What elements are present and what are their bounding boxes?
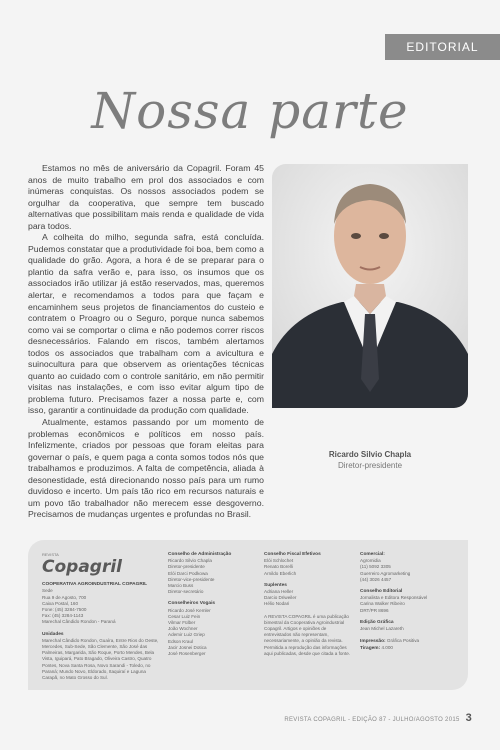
page-footer — [284, 712, 472, 724]
suplentes-line: Hélio Nodari — [264, 601, 290, 607]
editorial-line: DRT/PR 8696 — [360, 607, 389, 613]
comercial-heading: Comercial: — [360, 552, 385, 557]
suplentes-heading: Suplentes — [264, 582, 287, 588]
admin-line: Diretor-presidente — [168, 564, 205, 570]
copagril-logo: Copagril — [42, 557, 123, 578]
editorial-line: Carina Walker Ribeiro — [360, 601, 405, 607]
admin-line: Ricardo Silvio Chapla — [168, 558, 212, 564]
editorial-body — [28, 163, 264, 521]
vogais-line: Ademir Luiz Griep — [168, 632, 205, 638]
admin-heading: Conselho de Administração — [168, 552, 232, 557]
editorial-line: Jornalista e Editora Responsável — [360, 595, 428, 601]
comercial-line: (44) 3026 4457 — [360, 576, 392, 582]
masthead-col-fiscal — [264, 552, 352, 657]
page-number: 3 — [465, 712, 472, 724]
unidades-heading: Unidades — [42, 631, 64, 637]
tiragem-line — [360, 645, 456, 652]
section-tag: EDITORIAL — [385, 34, 500, 60]
admin-line: Marcio Buss — [168, 583, 194, 589]
suplentes-line: Darcio Driweiler — [264, 595, 297, 601]
vogais-line: Ricardo José Kemler — [168, 607, 211, 613]
vogais-line: Cesar Luiz Fein — [168, 613, 201, 619]
masthead-box — [28, 540, 468, 690]
vogais-line: Jacir Josnei Dotica — [168, 644, 207, 650]
vogais-line: João Wochner — [168, 626, 198, 632]
photo-caption — [272, 450, 468, 470]
comercial-line: Agromidia — [360, 558, 381, 564]
logo-small-text: REVISTA — [42, 552, 59, 557]
suplentes-line: Adriana Heller — [264, 589, 294, 595]
tiragem-value: 4.000 — [381, 645, 393, 651]
org-line: Fone: (45) 3284-7500 — [42, 607, 87, 613]
unidades-text: Marechal Cândido Rondon, Guaíra, Entre Rios do Oeste, Mercedes, Sub-Sede, São Clemente, São José das Palmeiras, Margarida, São Roque, Porto Mendes, Bela Vista, Iguipará, Pato Bragado, Oliveira Castro, Quatro Pontes, Nova Santa Rosa, Novo Sarandi - Toledo, no Paraná; Mundo Novo, Eldorado, Itaquiraí e Laguna Carapã, no Mato Grosso do Sul. — [42, 637, 159, 681]
vogais-heading: Conselheiros Vogais — [168, 601, 216, 607]
edicao-line: Jean Michel Lazareth — [360, 626, 404, 632]
vogais-line: Vilmar Fülber — [168, 620, 196, 626]
edicao-heading: Edição Gráfica — [360, 619, 394, 625]
admin-line: Elói Darci Podkowa — [168, 570, 208, 576]
org-line: Fax: (45) 3284-1143 — [42, 613, 84, 619]
fiscal-heading: Conselho Fiscal Efetivos — [264, 552, 321, 557]
caption-name: Ricardo Silvio Chapla — [328, 450, 412, 459]
org-line: Caixa Postal, 160 — [42, 600, 79, 606]
vogais-line: Edson Kraul — [168, 638, 194, 644]
caption-role: Diretor-presidente — [337, 461, 403, 470]
issue-info: REVISTA COPAGRIL - EDIÇÃO 87 - JULHO/AGOSTO 2015 — [284, 717, 460, 723]
admin-line: Diretor-secretário — [168, 589, 204, 595]
portrait-photo — [272, 164, 468, 408]
revista-note: A REVISTA COPAGRIL é uma publicação bimestral da Cooperativa Agroindustrial Copagril. Artigos e opiniões de entrevistados não representam, necessariamente, a opinião da revista. Permitida a reprodução das informações aqui publicadas, desde que citada a fonte. — [264, 613, 351, 656]
admin-line: Diretor-vice-presidente — [168, 576, 215, 582]
impressao-line — [360, 638, 456, 645]
paragraph-3: Atualmente, estamos passando por um momento de problemas econômicos e políticos em nosso país. Infelizmente, criados por pessoas que foram eleitas para governar o país, e quem paga a conta somos todos nós que trabalhamos e produzimos. A falta de competência, aliada à desonestidade, está direcionando nosso país para um rumo duvidoso e incerto. Um país tão rico em recursos naturais e um povo tão trabalhador não merecem esse desgoverno. Precisamos de mudanças urgentes e profundas no Brasil. — [28, 417, 264, 520]
impressao-label: Impressão: — [360, 639, 386, 645]
fiscal-line: Arnildo Eberlich — [264, 570, 297, 576]
fiscal-line: Elói Schlochet — [264, 558, 294, 564]
tiragem-label: Tiragem: — [360, 646, 381, 652]
comercial-line: (11) 5092 3305 — [360, 564, 391, 570]
vogais-line: José Rosenberger — [168, 651, 206, 657]
masthead-col-comercial — [360, 552, 456, 653]
paragraph-2: A colheita do milho, segunda safra, está concluída. Pudemos constatar que a produtividade foi boa, bem como a qualidade do grão. Agora, a hora é de se preparar para o plantio da safra verão e, para isso, os insumos que os associados irão utilizar já estão reservados, mas, queremos alertar, e recomendamos a todos para que façam e encaminhem seus projetos de financiamentos do custeio e contratem o Proagro ou o Seguro, porque nunca sabemos como vai se comportar o clima e não podemos correr riscos desnecessários. Falando em riscos, também alertamos todos os associados que trabalham com a avicultura e suinocultura para que observem as orientações técnicas quanto ao cuidado com o controle sanitário, em não permitir visitas nas instalações, e com isso evitar algum tipo de problema futuro. Precisamos fazer a nossa parte e, com isso, garantir a continuidade da produção com qualidade. — [28, 232, 264, 416]
fiscal-line: Renato Borelli — [264, 564, 293, 570]
org-line: Sede — [42, 588, 53, 594]
org-line: Rua 9 de Agosto, 700 — [42, 594, 87, 600]
masthead-col-org — [42, 552, 160, 681]
impressao-value: Gráfica Positiva — [386, 638, 420, 644]
org-line: Marechal Cândido Rondon - Paraná — [42, 619, 116, 625]
masthead-col-admin — [168, 552, 256, 657]
comercial-line: Guerreiro Agromarketing — [360, 570, 411, 576]
org-heading: COOPERATIVA AGROINDUSTRIAL COPAGRIL — [42, 582, 148, 588]
page-title: Nossa parte — [91, 82, 409, 140]
paragraph-1: Estamos no mês de aniversário da Copagril. Foram 45 anos de muito trabalho em prol dos associados e com inúmeras conquistas. Os nossos associados podem se orgulhar da cooperativa, que sempre tem buscado alternativas que possibilitam mais renda e qualidade de vida para todos. — [28, 163, 264, 231]
editorial-heading: Conselho Editorial — [360, 589, 403, 595]
